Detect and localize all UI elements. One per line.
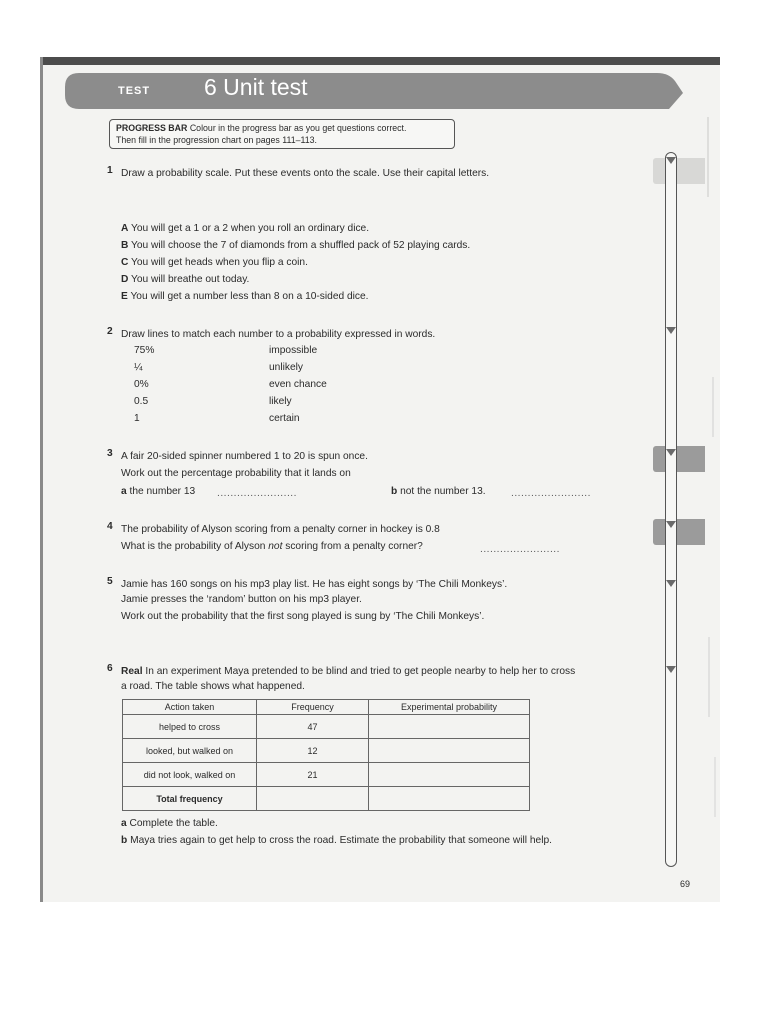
q2-word-item: impossible <box>269 345 318 356</box>
experiment-table <box>122 699 530 811</box>
q6-number: 6 <box>107 663 113 674</box>
q6-real-label: Real <box>121 666 143 677</box>
q5-number: 5 <box>107 576 113 587</box>
q5-line1: Jamie has 160 songs on his mp3 play list. He has eight songs by ‘The Chili Monkeys’. <box>121 579 508 590</box>
progress-bar-instructions <box>109 119 455 149</box>
scan-edge-left <box>40 57 43 902</box>
table-header-row <box>123 700 530 715</box>
q1-number: 1 <box>107 165 113 176</box>
option-text: You will get heads when you flip a coin. <box>131 257 308 268</box>
part-text: Complete the table. <box>129 818 218 829</box>
answer-cell[interactable] <box>257 787 369 811</box>
option-letter: A <box>121 223 129 234</box>
q6-line2: a road. The table shows what happened. <box>121 681 305 692</box>
table-cell: helped to cross <box>123 715 257 739</box>
table-row <box>123 763 530 787</box>
part-text: the number 13 <box>129 486 196 497</box>
q3-line2: Work out the percentage probability that it lands on <box>121 468 351 479</box>
q4-line1: The probability of Alyson scoring from a penalty corner in hockey is 0.8 <box>121 524 440 535</box>
answer-cell[interactable] <box>369 763 530 787</box>
part-text: Maya tries again to get help to cross the road. Estimate the probability that someone will help. <box>130 835 552 846</box>
progress-tab-dark <box>653 519 705 545</box>
option-letter: E <box>121 291 128 302</box>
q2-number-item: 75% <box>134 345 155 356</box>
q1-option-e <box>121 288 369 305</box>
answer-cell[interactable] <box>369 787 530 811</box>
q2-number-item: ¼ <box>134 362 143 373</box>
banner-shape <box>65 73 685 109</box>
page-number: 69 <box>679 879 690 889</box>
option-text: You will get a number less than 8 on a 10-sided dice. <box>130 291 369 302</box>
q5-line3: Work out the probability that the first song played is sung by ‘The Chili Monkeys’. <box>121 611 485 622</box>
q2-number-item: 0% <box>134 379 149 390</box>
progress-marker-icon <box>666 327 676 334</box>
progress-marker-icon <box>666 449 676 456</box>
q5-line2: Jamie presses the ‘random’ button on his mp3 player. <box>121 594 362 605</box>
scan-margin-marks <box>705 77 720 877</box>
table-cell: 12 <box>257 739 369 763</box>
progress-marker-icon <box>666 157 676 164</box>
q3-number: 3 <box>107 448 113 459</box>
q1-option-d <box>121 271 249 288</box>
banner-tag: TEST <box>118 85 151 97</box>
unit-test-banner <box>65 73 685 109</box>
progress-marker-icon <box>666 521 676 528</box>
q3-b-answer-line[interactable]: ........................ <box>511 488 591 499</box>
scan-edge-top <box>40 57 720 65</box>
part-letter: a <box>121 486 127 497</box>
q4-line2-emphasis: not <box>268 541 283 552</box>
q4-answer-line[interactable]: ........................ <box>480 544 560 555</box>
q1-text: Draw a probability scale. Put these events onto the scale. Use their capital letters. <box>121 168 490 179</box>
part-letter: a <box>121 818 127 829</box>
progress-marker-icon <box>666 580 676 587</box>
answer-cell[interactable] <box>369 739 530 763</box>
column-header: Action taken <box>123 700 257 715</box>
part-letter: b <box>121 835 128 846</box>
table-row <box>123 787 530 811</box>
q3-part-b <box>391 483 486 500</box>
option-text: You will choose the 7 of diamonds from a shuffled pack of 52 playing cards. <box>131 240 471 251</box>
option-letter: D <box>121 274 129 285</box>
option-letter: C <box>121 257 129 268</box>
page-title: 6 Unit test <box>204 74 308 100</box>
q4-line2 <box>121 538 423 555</box>
q1-option-a <box>121 220 369 237</box>
progress-bar-line1: Colour in the progress bar as you get questions correct. <box>189 123 407 133</box>
q6-part-a <box>121 815 218 832</box>
progress-marker-icon <box>666 666 676 673</box>
option-text: You will breathe out today. <box>131 274 250 285</box>
q2-number-item: 1 <box>134 413 140 424</box>
table-cell: 47 <box>257 715 369 739</box>
q4-line2-post: scoring from a penalty corner? <box>282 541 423 552</box>
q6-line1-text: In an experiment Maya pretended to be blind and tried to get people nearby to help her to cross <box>145 666 576 677</box>
table-row <box>123 715 530 739</box>
table-cell: looked, but walked on <box>123 739 257 763</box>
option-text: You will get a 1 or a 2 when you roll an ordinary dice. <box>131 223 370 234</box>
q4-number: 4 <box>107 521 113 532</box>
answer-cell[interactable] <box>369 715 530 739</box>
table-cell: did not look, walked on <box>123 763 257 787</box>
q3-part-a <box>121 483 195 500</box>
option-letter: B <box>121 240 129 251</box>
q2-number: 2 <box>107 326 113 337</box>
q3-line1: A fair 20-sided spinner numbered 1 to 20 is spun once. <box>121 451 368 462</box>
column-header: Frequency <box>257 700 369 715</box>
progress-tab-dark <box>653 446 705 472</box>
progress-bar[interactable] <box>665 152 677 867</box>
table-row <box>123 739 530 763</box>
progress-tab-light <box>653 158 705 184</box>
q4-line2-pre: What is the probability of Alyson <box>121 541 269 552</box>
table-cell: Total frequency <box>123 787 257 811</box>
part-letter: b <box>391 486 398 497</box>
q2-word-item: likely <box>269 396 292 407</box>
q2-word-item: even chance <box>269 379 327 390</box>
worksheet-page <box>40 57 720 902</box>
q1-option-b <box>121 237 470 254</box>
progress-bar-line2: Then fill in the progression chart on pages 111–113. <box>116 135 317 145</box>
q2-number-item: 0.5 <box>134 396 149 407</box>
q3-a-answer-line[interactable]: ........................ <box>217 488 297 499</box>
table-cell: 21 <box>257 763 369 787</box>
q2-word-item: certain <box>269 413 300 424</box>
progress-bar-label: PROGRESS BAR <box>116 123 188 133</box>
column-header: Experimental probability <box>369 700 530 715</box>
part-text: not the number 13. <box>400 486 486 497</box>
q1-option-c <box>121 254 308 271</box>
q6-part-b <box>121 832 552 849</box>
q2-text: Draw lines to match each number to a probability expressed in words. <box>121 329 436 340</box>
q2-word-item: unlikely <box>269 362 303 373</box>
